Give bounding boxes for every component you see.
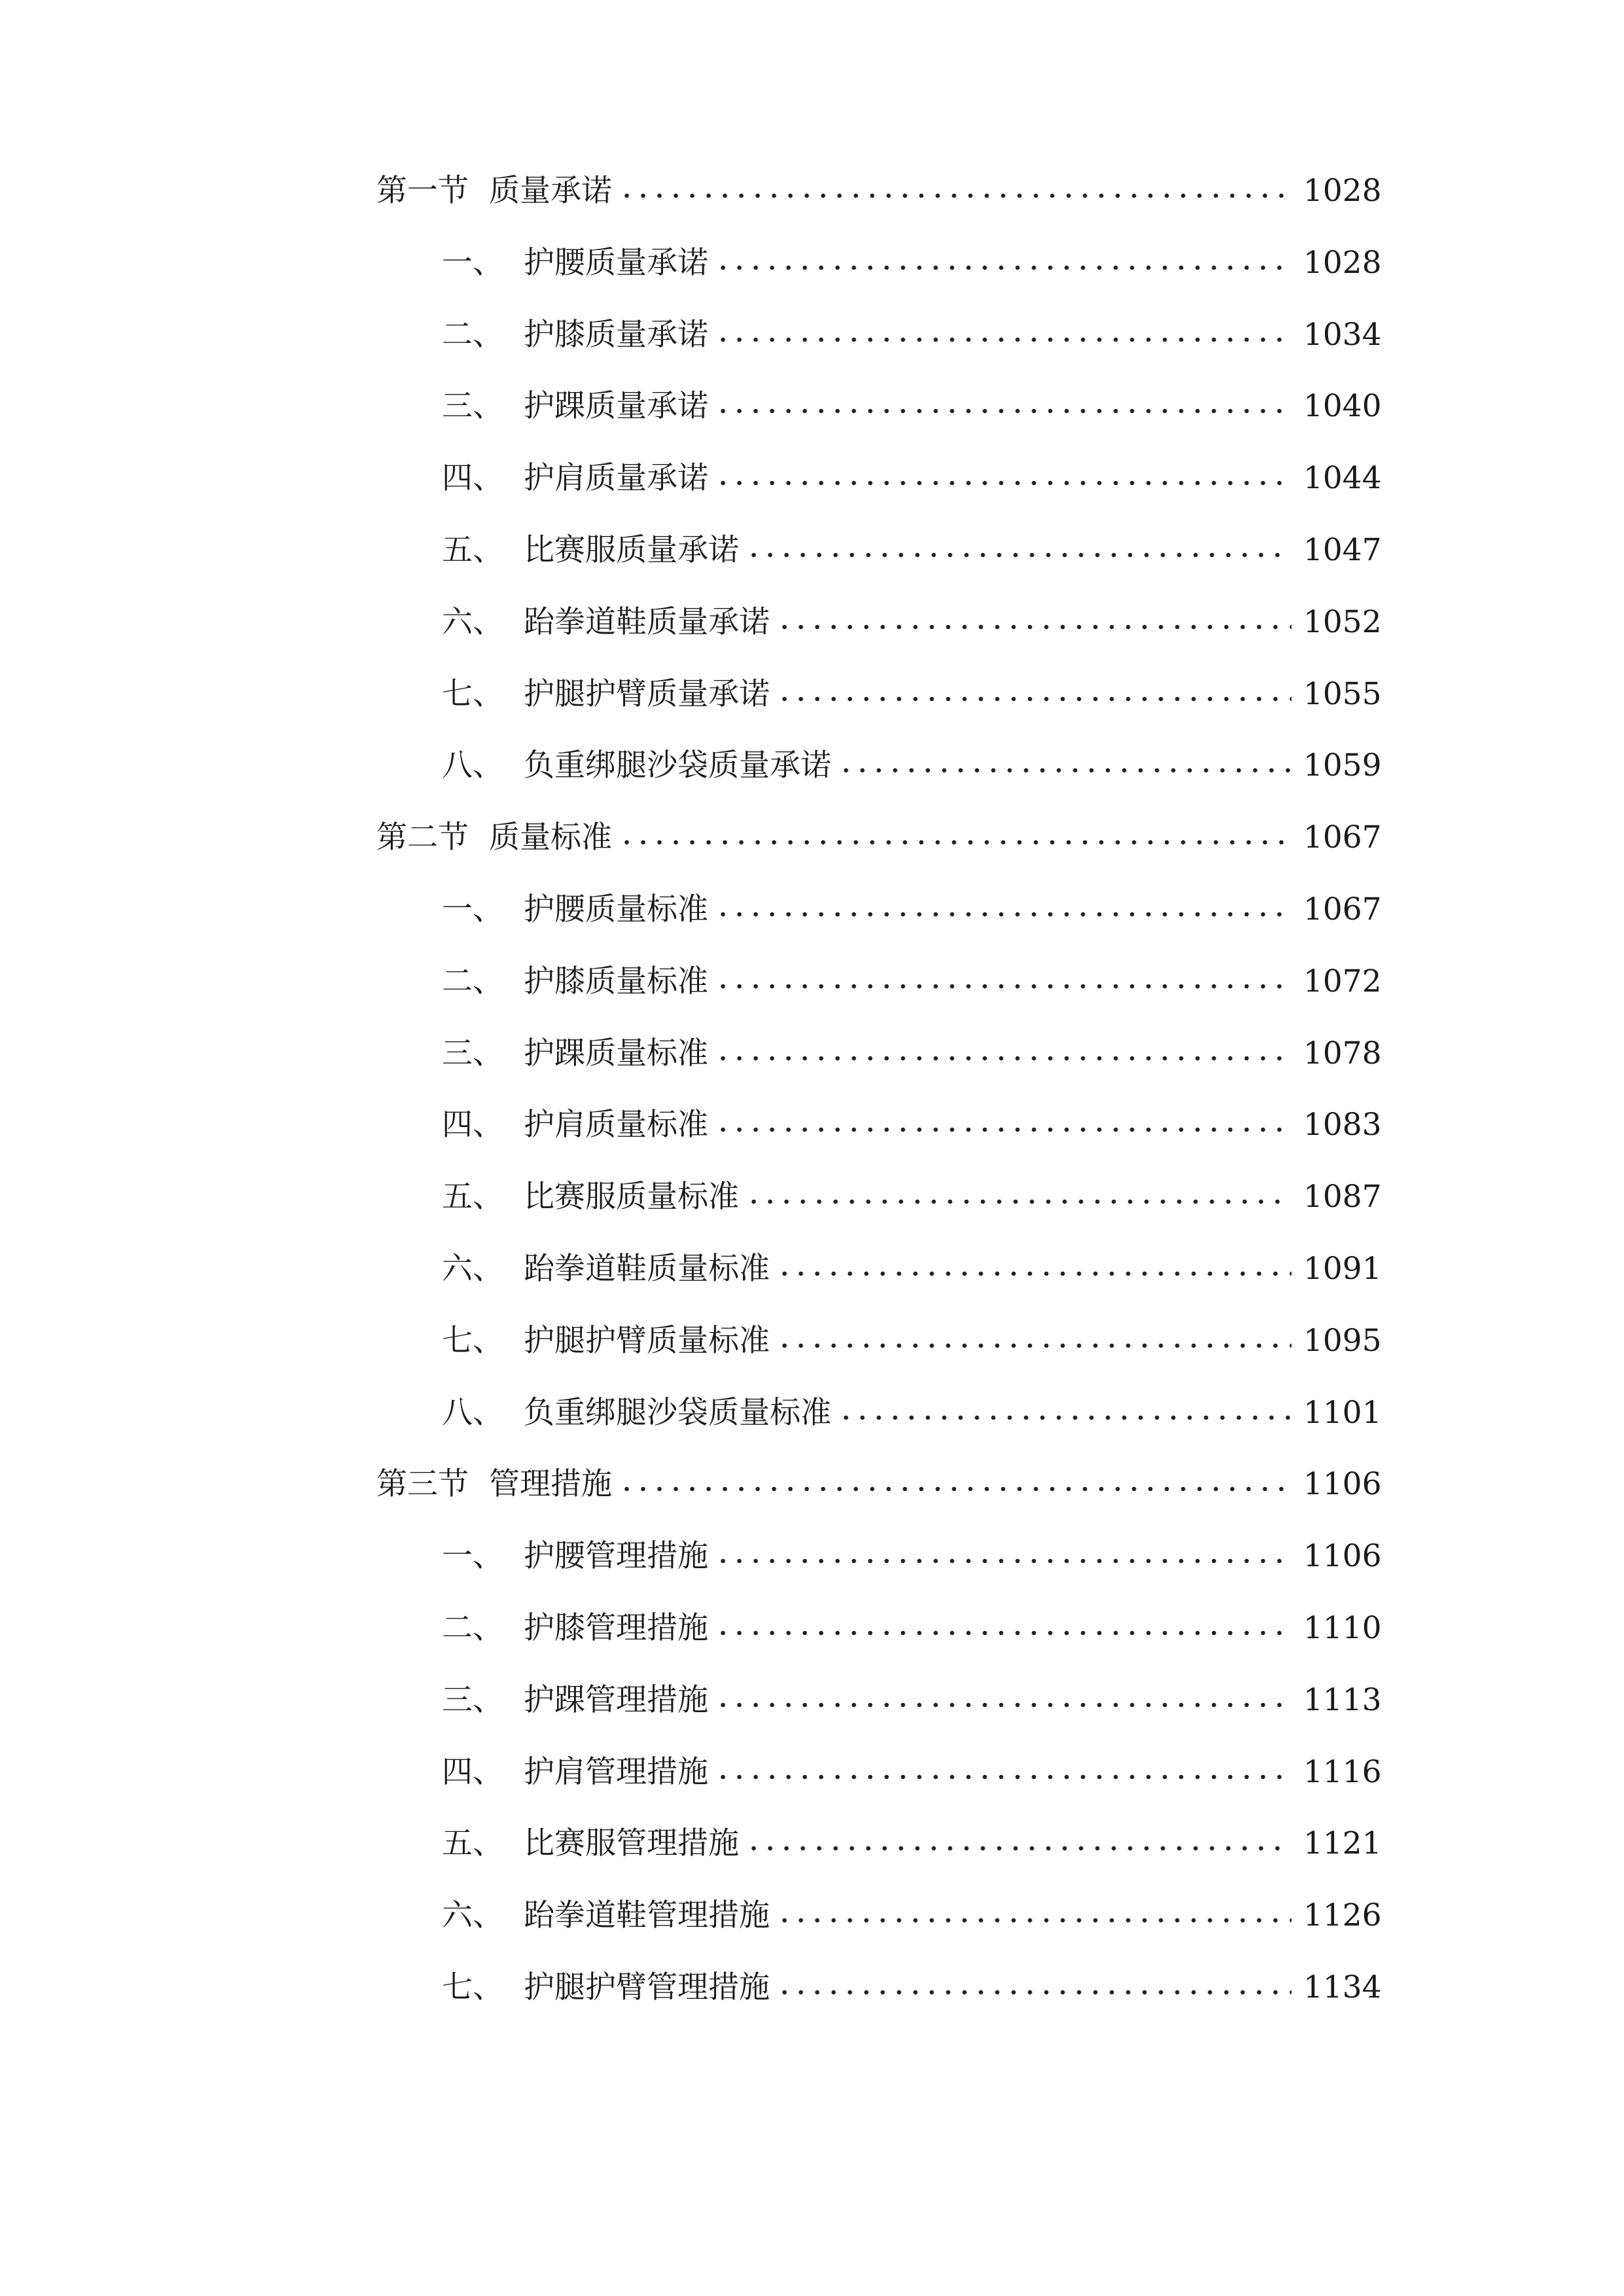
toc-entry-title: 护肩管理措施 <box>524 1754 708 1790</box>
toc-page-number: 1044 <box>1303 460 1382 496</box>
toc-entry-title: 负重绑腿沙袋质量标准 <box>524 1395 831 1431</box>
toc-page-number: 1116 <box>1303 1754 1382 1790</box>
toc-entry[interactable] <box>0 956 1624 1008</box>
toc-entry-number: 七、 <box>442 676 503 712</box>
toc-entry-number: 六、 <box>442 1897 503 1933</box>
toc-dot-leader <box>715 884 1291 936</box>
toc-page-number: 1052 <box>1303 604 1382 640</box>
toc-dot-leader <box>838 740 1291 792</box>
toc-entry[interactable] <box>0 524 1624 577</box>
toc-entry[interactable] <box>0 740 1624 792</box>
toc-entry[interactable] <box>0 237 1624 289</box>
toc-dot-leader <box>715 1530 1291 1583</box>
toc-page-number: 1121 <box>1303 1825 1382 1861</box>
toc-entry-number: 三、 <box>442 1035 503 1071</box>
toc-page-number: 1028 <box>1303 245 1382 281</box>
toc-entry-number: 一、 <box>442 891 503 927</box>
toc-entry[interactable] <box>0 1387 1624 1439</box>
toc-page-number: 1059 <box>1303 747 1382 783</box>
toc-entry-title: 质量标准 <box>489 819 612 855</box>
toc-entry-title: 护踝质量承诺 <box>524 388 708 424</box>
toc-dot-leader <box>776 1890 1291 1942</box>
toc-page-number: 1087 <box>1303 1179 1382 1215</box>
toc-dot-leader <box>715 1099 1291 1151</box>
toc-dot-leader <box>715 309 1291 361</box>
toc-entry-number: 七、 <box>442 1969 503 2005</box>
toc-entry-title: 跆拳道鞋管理措施 <box>524 1897 770 1933</box>
toc-entry-title: 护腿护臂质量标准 <box>524 1323 770 1359</box>
toc-entry-number: 五、 <box>442 1179 503 1215</box>
toc-entry-number: 四、 <box>442 460 503 496</box>
toc-dot-leader <box>715 956 1291 1008</box>
toc-dot-leader <box>776 1962 1291 2014</box>
toc-entry-number: 三、 <box>442 388 503 424</box>
toc-dot-leader <box>746 1818 1291 1870</box>
toc-entry-number: 一、 <box>442 1538 503 1574</box>
toc-entry[interactable] <box>0 1315 1624 1367</box>
toc-page-number: 1067 <box>1303 819 1382 855</box>
toc-section-heading[interactable] <box>0 1458 1624 1511</box>
toc-dot-leader <box>715 452 1291 505</box>
toc-entry-title: 护腿护臂质量承诺 <box>524 676 770 712</box>
toc-page-number: 1101 <box>1303 1395 1382 1431</box>
toc-entry-title: 比赛服管理措施 <box>524 1825 739 1861</box>
toc-dot-leader <box>746 1171 1291 1223</box>
toc-page-number: 1106 <box>1303 1466 1382 1502</box>
toc-entry-number: 五、 <box>442 532 503 568</box>
toc-dot-leader <box>776 668 1291 721</box>
toc-entry-title: 护腿护臂管理措施 <box>524 1969 770 2005</box>
toc-entry-title: 护腰质量标准 <box>524 891 708 927</box>
toc-entry-number: 八、 <box>442 747 503 783</box>
toc-page-number: 1040 <box>1303 388 1382 424</box>
toc-entry-title: 护腰质量承诺 <box>524 245 708 281</box>
toc-entry[interactable] <box>0 1746 1624 1799</box>
toc-entry-title: 跆拳道鞋质量承诺 <box>524 604 770 640</box>
toc-entry-title: 护肩质量承诺 <box>524 460 708 496</box>
toc-page-number: 1078 <box>1303 1035 1382 1071</box>
toc-page-number: 1028 <box>1303 173 1382 209</box>
toc-entry[interactable] <box>0 884 1624 936</box>
toc-page-number: 1134 <box>1303 1969 1382 2005</box>
toc-dot-leader <box>715 1028 1291 1080</box>
toc-dot-leader <box>715 1746 1291 1799</box>
toc-entry-title: 管理措施 <box>489 1466 612 1502</box>
toc-entry-number: 一、 <box>442 245 503 281</box>
toc-entry-title: 质量承诺 <box>489 173 612 209</box>
toc-dot-leader <box>619 165 1291 217</box>
toc-entry[interactable] <box>0 596 1624 649</box>
toc-page-number: 1072 <box>1303 963 1382 999</box>
toc-entry-title: 比赛服质量标准 <box>524 1179 739 1215</box>
toc-entry-number: 五、 <box>442 1825 503 1861</box>
toc-entry[interactable] <box>0 452 1624 505</box>
toc-entry-title: 比赛服质量承诺 <box>524 532 739 568</box>
toc-dot-leader <box>776 596 1291 649</box>
toc-dot-leader <box>838 1387 1291 1439</box>
toc-entry[interactable] <box>0 1890 1624 1942</box>
toc-entry-number: 六、 <box>442 1251 503 1287</box>
toc-dot-leader <box>619 812 1291 864</box>
toc-entry-number: 二、 <box>442 963 503 999</box>
toc-entry[interactable] <box>0 309 1624 361</box>
toc-entry[interactable] <box>0 1818 1624 1870</box>
toc-entry-number: 二、 <box>442 1610 503 1646</box>
toc-entry[interactable] <box>0 668 1624 721</box>
toc-page-number: 1047 <box>1303 532 1382 568</box>
toc-dot-leader <box>776 1315 1291 1367</box>
toc-entry-title: 护踝质量标准 <box>524 1035 708 1071</box>
toc-page-number: 1034 <box>1303 317 1382 353</box>
toc-entry-number: 第二节 <box>376 819 469 855</box>
toc-entry[interactable] <box>0 1674 1624 1727</box>
toc-entry-number: 三、 <box>442 1682 503 1718</box>
toc-page-number: 1067 <box>1303 891 1382 927</box>
toc-page-number: 1106 <box>1303 1538 1382 1574</box>
toc-page-number: 1113 <box>1303 1682 1382 1718</box>
toc-entry-number: 四、 <box>442 1754 503 1790</box>
toc-entry-title: 护腰管理措施 <box>524 1538 708 1574</box>
toc-entry[interactable] <box>0 1171 1624 1223</box>
toc-page-number: 1126 <box>1303 1897 1382 1933</box>
toc-dot-leader <box>746 524 1291 577</box>
toc-entry[interactable] <box>0 1962 1624 2014</box>
toc-dot-leader <box>715 237 1291 289</box>
toc-section-heading[interactable] <box>0 165 1624 217</box>
toc-entry-number: 七、 <box>442 1323 503 1359</box>
toc-dot-leader <box>715 380 1291 433</box>
toc-entry-title: 护膝质量标准 <box>524 963 708 999</box>
toc-entry[interactable] <box>0 1028 1624 1080</box>
toc-dot-leader <box>776 1243 1291 1295</box>
toc-entry-title: 护膝管理措施 <box>524 1610 708 1646</box>
toc-entry-title: 护膝质量承诺 <box>524 317 708 353</box>
toc-page-number: 1083 <box>1303 1107 1382 1143</box>
toc-page-number: 1110 <box>1303 1610 1382 1646</box>
toc-entry-number: 第一节 <box>376 173 469 209</box>
toc-page-number: 1091 <box>1303 1251 1382 1287</box>
toc-entry-number: 八、 <box>442 1395 503 1431</box>
toc-entry[interactable] <box>0 1602 1624 1655</box>
toc-entry[interactable] <box>0 1530 1624 1583</box>
toc-entry-title: 护踝管理措施 <box>524 1682 708 1718</box>
toc-dot-leader <box>619 1458 1291 1511</box>
toc-entry[interactable] <box>0 1243 1624 1295</box>
toc-section-heading[interactable] <box>0 812 1624 864</box>
toc-dot-leader <box>715 1602 1291 1655</box>
toc-entry-title: 负重绑腿沙袋质量承诺 <box>524 747 831 783</box>
toc-entry-title: 护肩质量标准 <box>524 1107 708 1143</box>
toc-entry[interactable] <box>0 380 1624 433</box>
toc-page-number: 1055 <box>1303 676 1382 712</box>
toc-entry-number: 六、 <box>442 604 503 640</box>
toc-entry-number: 第三节 <box>376 1466 469 1502</box>
toc-entry-number: 四、 <box>442 1107 503 1143</box>
toc-page-number: 1095 <box>1303 1323 1382 1359</box>
toc-entry-title: 跆拳道鞋质量标准 <box>524 1251 770 1287</box>
toc-entry[interactable] <box>0 1099 1624 1151</box>
toc-entry-number: 二、 <box>442 317 503 353</box>
toc-dot-leader <box>715 1674 1291 1727</box>
